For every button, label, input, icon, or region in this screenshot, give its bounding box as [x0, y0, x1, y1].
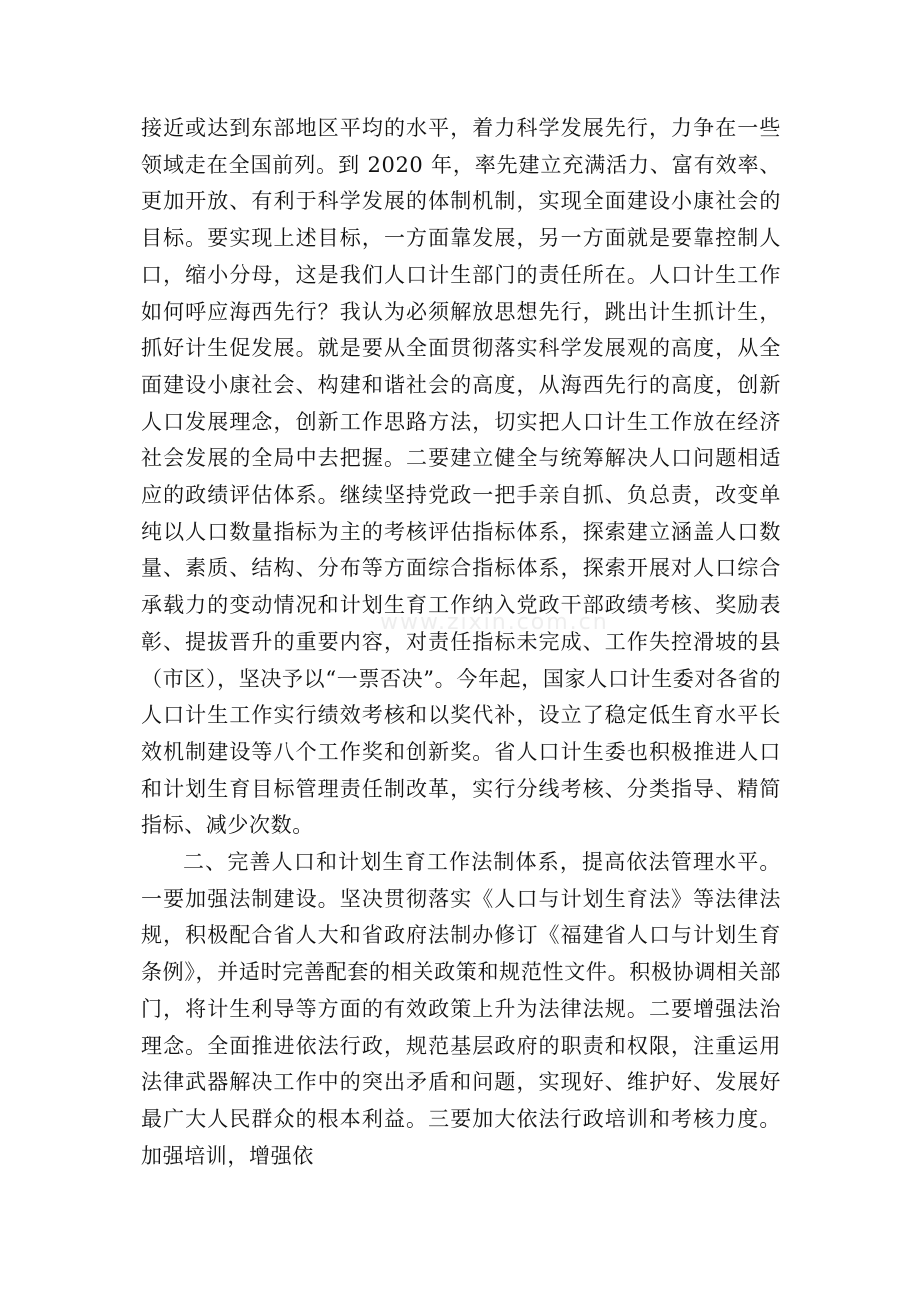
paragraph-1: 接近或达到东部地区平均的水平，着力科学发展先行，力争在一些领域走在全国前列。到 2020 年，率先建立充满活力、富有效率、更加开放、有利于科学发展的体制机制，实现全面建设小康社会的目标。要实现上述目标，一方面靠发展，另一方面就是要靠控制人口，缩小分母，这是我们人口计生部门的责任所在。人口计生工作如何呼应海西先行？我认为必须解放思想先行，跳出计生抓计生，抓好计生促发展。就是要从全面贯彻落实科学发展观的高度，从全面建设小康社会、构建和谐社会的高度，从海西先行的高度，创新人口发展理念，创新工作思路方法，切实把人口计生工作放在经济社会发展的全局中去把握。二要建立健全与统筹解决人口问题相适应的政绩评估体系。继续坚持党政一把手亲自抓、负总责，改变单纯以人口数量指标为主的考核评估指标体系，探索建立涵盖人口数量、素质、结构、分布等方面综合指标体系，探索开展对人口综合承载力的变动情况和计划生育工作纳入党政干部政绩考核、奖励表彰、提拔晋升的重要内容，对责任指标未完成、工作失控滑坡的县（市区），坚决予以“一票否决”。今年起，国家人口计生委对各省的人口计生工作实行绩效考核和以奖代补，设立了稳定低生育水平长效机制建设等八个工作奖和创新奖。省人口计生委也积极推进人口和计划生育目标管理责任制改革，实行分线考核、分类指导、精简指标、减少次数。 — [141, 116, 781, 838]
watermark: www.zixin.com.cn — [380, 610, 609, 635]
paragraph-2: 二、完善人口和计划生育工作法制体系，提高依法管理水平。一要加强法制建设。坚决贯彻落实《人口与计划生育法》等法律法规，积极配合省人大和省政府法制办修订《福建省人口与计划生育条例》，并适时完善配套的相关政策和规范性文件。积极协调相关部门，将计生利导等方面的有效政策上升为法律法规。二要增强法治理念。全面推进依法行政，规范基层政府的职责和权限，注重运用法律武器解决工作中的突出矛盾和问题，实现好、维护好、发展好最广大人民群众的根本利益。三要加大依法行政培训和考核力度。加强培训，增强依 — [141, 850, 781, 1168]
document-body — [141, 110, 781, 1174]
